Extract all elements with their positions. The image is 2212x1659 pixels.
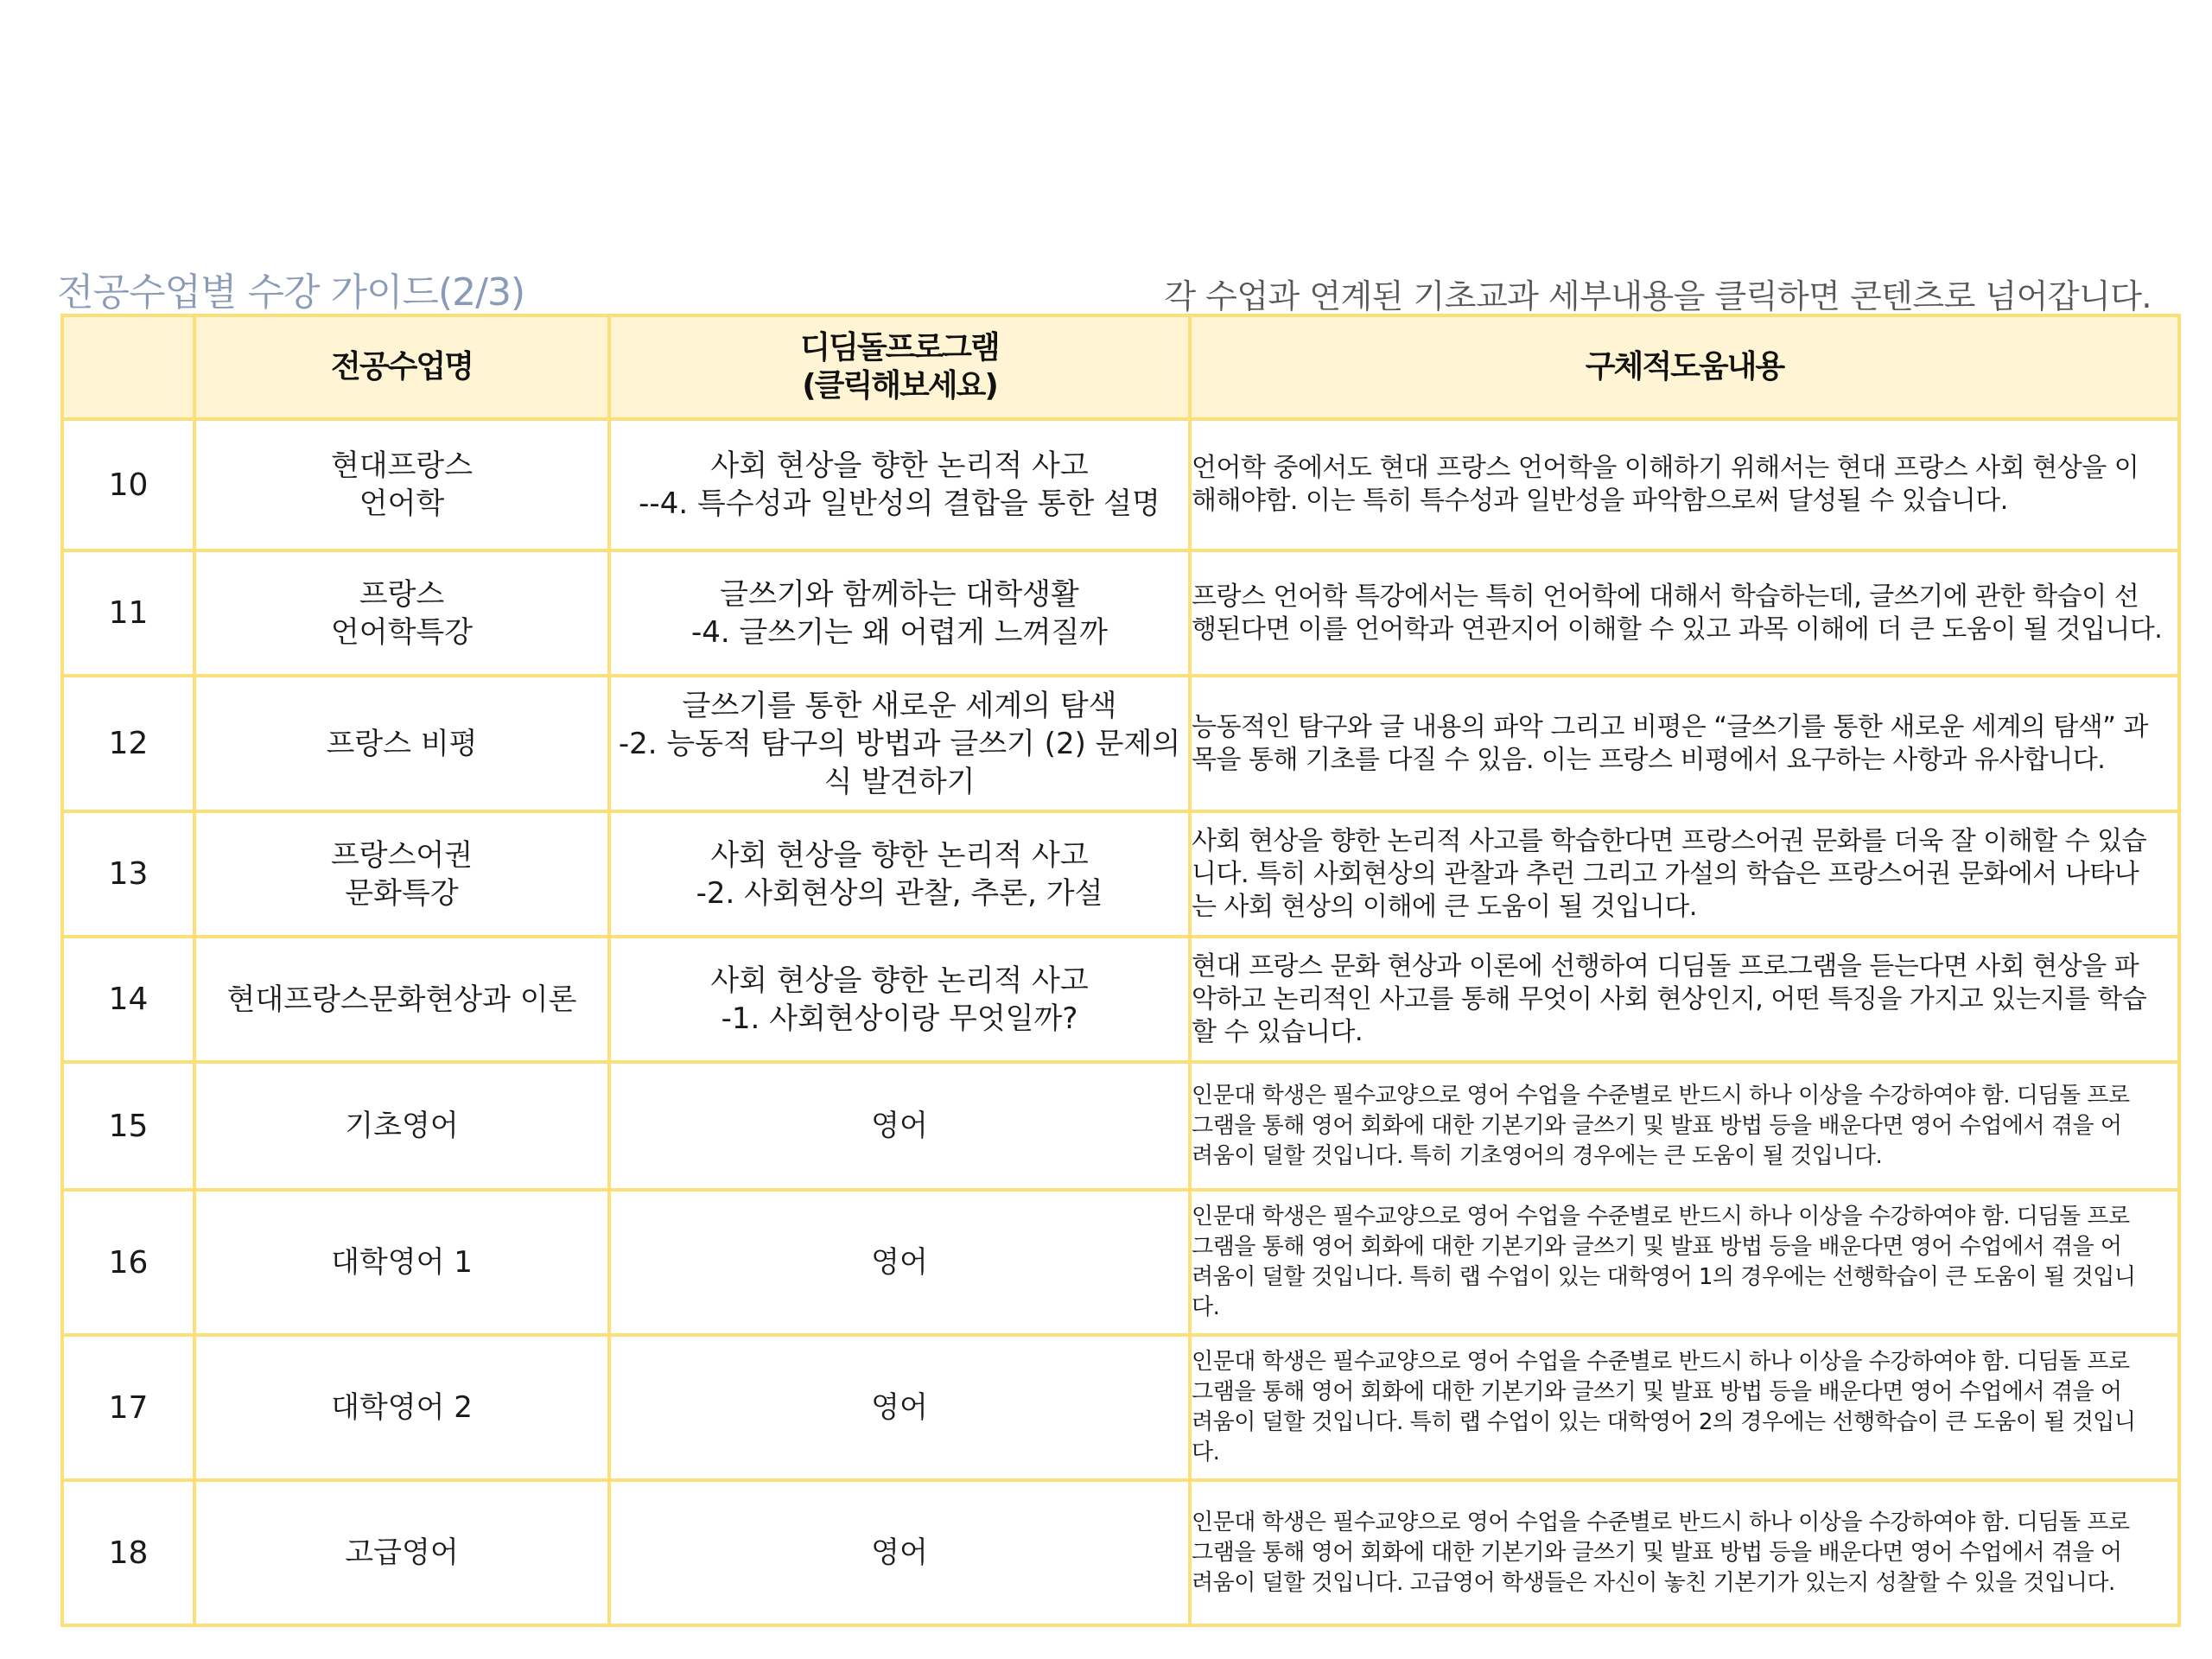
- course-name-line: 대학영어 2: [331, 1390, 473, 1425]
- table-row: [62, 1062, 2179, 1190]
- table-row: [62, 550, 2179, 676]
- table-body: [62, 419, 2179, 1625]
- help-content-line: 다.: [1192, 1294, 1220, 1320]
- program-link[interactable]: [609, 1335, 1190, 1480]
- program-link-line: 사회 현상을 향한 논리적 사고: [710, 448, 1089, 483]
- program-link-line: -2. 능동적 탐구의 방법과 글쓰기 (2) 문제의: [618, 726, 1181, 761]
- program-link[interactable]: [609, 419, 1190, 550]
- table-row: [62, 1480, 2179, 1625]
- course-name: [194, 1480, 609, 1625]
- help-content-line: 려움이 덜할 것입니다. 고급영어 학생들은 자신이 놓친 기본기가 있는지 성찰할 수 있을 것입니다.: [1192, 1569, 2115, 1596]
- help-content-line: 니다. 특히 사회현상의 관찰과 추런 그리고 가설의 학습은 프랑스어권 문화에서 나타나: [1192, 858, 2139, 889]
- course-name: [194, 1335, 609, 1480]
- program-link[interactable]: [609, 811, 1190, 937]
- header-number: [62, 315, 194, 419]
- program-link-line: 글쓰기와 함께하는 대학생활: [720, 576, 1079, 612]
- program-link[interactable]: [609, 676, 1190, 811]
- program-link-line: 영어: [871, 1535, 928, 1570]
- course-name-line: 프랑스: [359, 576, 445, 612]
- row-number: 14: [62, 937, 194, 1062]
- course-name-line: 문화특강: [345, 875, 459, 911]
- page-note: 각 수업과 연계된 기초교과 세부내용을 클릭하면 콘텐츠로 넘어갑니다.: [1164, 277, 2152, 315]
- help-content-line: 인문대 학생은 필수교양으로 영어 수업을 수준별로 반드시 하나 이상을 수강하여야 함. 디딤돌 프로: [1192, 1082, 2130, 1109]
- help-content-line: 려움이 덜할 것입니다. 특히 랩 수업이 있는 대학영어 1의 경우에는 선행학습이 큰 도움이 될 것입니: [1192, 1264, 2136, 1290]
- help-content-line: 능동적인 탐구와 글 내용의 파악 그리고 비평은 “글쓰기를 통한 새로운 세계의 탐색” 과: [1192, 711, 2148, 742]
- course-name: [194, 550, 609, 676]
- header-course: 전공수업명: [194, 315, 609, 419]
- help-content-line: 목을 통해 기초를 다질 수 있음. 이는 프랑스 비평에서 요구하는 사항과 유사합니다.: [1192, 744, 2106, 775]
- table-header-row: [62, 315, 2179, 419]
- help-content-line: 려움이 덜할 것입니다. 특히 기초영어의 경우에는 큰 도움이 될 것입니다.: [1192, 1142, 1883, 1169]
- program-link-line: 영어: [871, 1390, 928, 1425]
- program-link-line: -1. 사회현상이랑 무엇일까?: [721, 1001, 1078, 1036]
- help-content: [1190, 811, 2179, 937]
- program-link[interactable]: [609, 1062, 1190, 1190]
- program-link[interactable]: [609, 550, 1190, 676]
- course-name-line: 현대프랑스: [330, 448, 474, 483]
- course-name-line: 언어학특강: [330, 614, 474, 650]
- course-name: [194, 1190, 609, 1335]
- help-content: [1190, 1480, 2179, 1625]
- course-guide-table: [60, 314, 2181, 1627]
- help-content-line: 프랑스 언어학 특강에서는 특히 언어학에 대해서 학습하는데, 글쓰기에 관한 학습이 선: [1192, 581, 2139, 612]
- page-title: 전공수업별 수강 가이드(2/3): [57, 270, 525, 315]
- row-number: 10: [62, 419, 194, 550]
- program-link[interactable]: [609, 1480, 1190, 1625]
- program-link-line: 식 발견하기: [823, 764, 976, 799]
- program-link-line: 글쓰기를 통한 새로운 세계의 탐색: [682, 688, 1117, 723]
- row-number: 17: [62, 1335, 194, 1480]
- course-name: [194, 676, 609, 811]
- help-content-line: 려움이 덜할 것입니다. 특히 랩 수업이 있는 대학영어 2의 경우에는 선행학습이 큰 도움이 될 것입니: [1192, 1409, 2136, 1435]
- program-link-line: --4. 특수성과 일반성의 결합을 통한 설명: [639, 486, 1160, 521]
- help-content-line: 인문대 학생은 필수교양으로 영어 수업을 수준별로 반드시 하나 이상을 수강하여야 함. 디딤돌 프로: [1192, 1349, 2130, 1375]
- help-content-line: 언어학 중에서도 현대 프랑스 언어학을 이해하기 위해서는 현대 프랑스 사회 현상을 이: [1192, 453, 2139, 483]
- program-link-line: -2. 사회현상의 관찰, 추론, 가설: [696, 875, 1103, 911]
- program-link-line: 영어: [871, 1109, 928, 1143]
- help-content-line: 할 수 있습니다.: [1192, 1016, 1363, 1047]
- program-link-line: 사회 현상을 향한 논리적 사고: [710, 963, 1089, 998]
- help-content-line: 행된다면 이를 언어학과 연관지어 이해할 수 있고 과목 이해에 더 큰 도움이 될 것입니다.: [1192, 613, 2163, 645]
- course-name-line: 프랑스 비평: [326, 726, 478, 761]
- table-row: [62, 1190, 2179, 1335]
- program-link-line: 영어: [871, 1245, 928, 1280]
- program-link[interactable]: [609, 937, 1190, 1062]
- help-content: [1190, 1190, 2179, 1335]
- course-name-line: 언어학: [359, 486, 445, 521]
- row-number: 13: [62, 811, 194, 937]
- help-content-line: 인문대 학생은 필수교양으로 영어 수업을 수준별로 반드시 하나 이상을 수강하여야 함. 디딤돌 프로: [1192, 1509, 2130, 1535]
- table-row: [62, 676, 2179, 811]
- table-row: [62, 1335, 2179, 1480]
- row-number: 15: [62, 1062, 194, 1190]
- course-name-line: 기초영어: [345, 1109, 459, 1143]
- program-link[interactable]: [609, 1190, 1190, 1335]
- course-name-line: 고급영어: [345, 1535, 459, 1570]
- help-content: [1190, 419, 2179, 550]
- help-content-line: 악하고 논리적인 사고를 통해 무엇이 사회 현상인지, 어떤 특징을 가지고 있는지를 학습: [1192, 983, 2147, 1014]
- course-name-line: 대학영어 1: [331, 1245, 473, 1280]
- help-content-line: 인문대 학생은 필수교양으로 영어 수업을 수준별로 반드시 하나 이상을 수강하여야 함. 디딤돌 프로: [1192, 1204, 2130, 1230]
- help-content-line: 는 사회 현상의 이해에 큰 도움이 될 것입니다.: [1192, 891, 1697, 922]
- header-program-line2: (클릭해보세요): [802, 368, 997, 404]
- table-row: [62, 937, 2179, 1062]
- help-content-line: 그램을 통해 영어 회화에 대한 기본기와 글쓰기 및 발표 방법 등을 배운다면 영어 수업에서 겪을 어: [1192, 1112, 2122, 1139]
- course-name-line: 현대프랑스문화현상과 이론: [226, 982, 577, 1017]
- help-content-line: 다.: [1192, 1440, 1220, 1465]
- course-name-line: 프랑스어권: [330, 837, 474, 873]
- course-name: [194, 937, 609, 1062]
- program-link-line: -4. 글쓰기는 왜 어렵게 느껴질까: [690, 614, 1109, 650]
- help-content-line: 그램을 통해 영어 회화에 대한 기본기와 글쓰기 및 발표 방법 등을 배운다면 영어 수업에서 겪을 어: [1192, 1539, 2122, 1566]
- row-number: 12: [62, 676, 194, 811]
- course-name: [194, 419, 609, 550]
- course-name: [194, 1062, 609, 1190]
- help-content-line: 해해야함. 이는 특히 특수성과 일반성을 파악함으로써 달성될 수 있습니다.: [1192, 486, 2008, 516]
- row-number: 16: [62, 1190, 194, 1335]
- help-content: [1190, 1335, 2179, 1480]
- help-content-line: 사회 현상을 향한 논리적 사고를 학습한다면 프랑스어권 문화를 더욱 잘 이해할 수 있습: [1192, 825, 2147, 856]
- program-link-line: 사회 현상을 향한 논리적 사고: [710, 837, 1089, 873]
- help-content-line: 현대 프랑스 문화 현상과 이론에 선행하여 디딤돌 프로그램을 듣는다면 사회 현상을 파: [1192, 950, 2139, 982]
- help-content: [1190, 676, 2179, 811]
- help-content: [1190, 550, 2179, 676]
- row-number: 11: [62, 550, 194, 676]
- header-program: [609, 315, 1190, 419]
- row-number: 18: [62, 1480, 194, 1625]
- help-content: [1190, 1062, 2179, 1190]
- help-content: [1190, 937, 2179, 1062]
- help-content-line: 그램을 통해 영어 회화에 대한 기본기와 글쓰기 및 발표 방법 등을 배운다면 영어 수업에서 겪을 어: [1192, 1234, 2122, 1260]
- help-content-line: 그램을 통해 영어 회화에 대한 기본기와 글쓰기 및 발표 방법 등을 배운다면 영어 수업에서 겪을 어: [1192, 1379, 2122, 1405]
- header-help: 구체적도움내용: [1190, 315, 2179, 419]
- table-row: [62, 811, 2179, 937]
- course-name: [194, 811, 609, 937]
- table-row: [62, 419, 2179, 550]
- header-program-line1: 디딤돌프로그램: [800, 330, 999, 365]
